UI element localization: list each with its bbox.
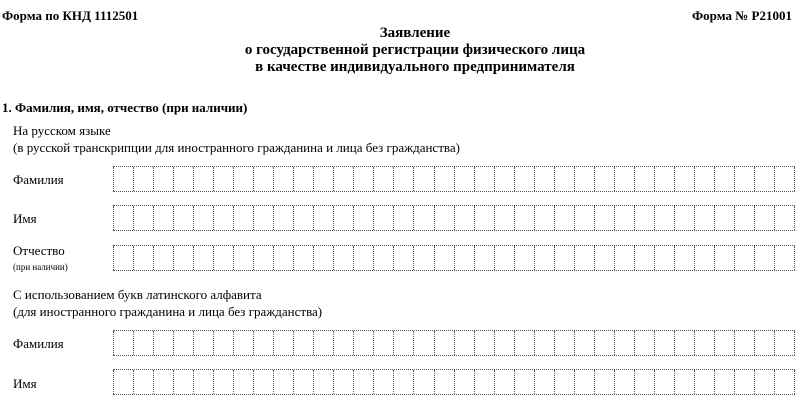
character-cell[interactable]: [494, 331, 514, 355]
character-cell[interactable]: [474, 167, 494, 191]
character-cell[interactable]: [253, 331, 273, 355]
surname-latin-label: Фамилия: [13, 336, 64, 351]
form-number: Форма № Р21001: [692, 8, 792, 23]
character-cell[interactable]: [313, 331, 333, 355]
character-cell[interactable]: [393, 206, 413, 230]
character-cell[interactable]: [293, 246, 313, 270]
surname-ru-field[interactable]: [113, 166, 795, 192]
character-cell[interactable]: [734, 206, 754, 230]
character-cell[interactable]: [393, 246, 413, 270]
character-cell[interactable]: [614, 370, 634, 394]
form-title-line-1: Заявление: [379, 25, 451, 41]
character-cell[interactable]: [734, 331, 754, 355]
character-cell[interactable]: [173, 246, 193, 270]
character-cell[interactable]: [634, 370, 654, 394]
character-cell[interactable]: [574, 370, 594, 394]
character-cell[interactable]: [213, 370, 233, 394]
character-cell[interactable]: [434, 246, 454, 270]
character-cell[interactable]: [574, 246, 594, 270]
character-cell[interactable]: [494, 206, 514, 230]
character-cell[interactable]: [534, 331, 554, 355]
character-cell[interactable]: [313, 206, 333, 230]
character-cell[interactable]: [754, 370, 774, 394]
character-cell[interactable]: [133, 246, 153, 270]
character-cell[interactable]: [313, 370, 333, 394]
character-cell[interactable]: [213, 246, 233, 270]
character-cell[interactable]: [333, 331, 353, 355]
character-cell[interactable]: [534, 246, 554, 270]
character-cell[interactable]: [253, 206, 273, 230]
character-cell[interactable]: [413, 331, 433, 355]
character-cell[interactable]: [634, 206, 654, 230]
character-cell[interactable]: [153, 370, 173, 394]
character-cell[interactable]: [133, 331, 153, 355]
character-cell[interactable]: [113, 206, 133, 230]
character-cell[interactable]: [253, 246, 273, 270]
character-cell[interactable]: [754, 246, 774, 270]
character-cell[interactable]: [193, 167, 213, 191]
character-cell[interactable]: [233, 167, 253, 191]
character-cell[interactable]: [654, 206, 674, 230]
character-cell[interactable]: [654, 167, 674, 191]
name-ru-field[interactable]: [113, 205, 795, 231]
character-cell[interactable]: [353, 246, 373, 270]
character-cell[interactable]: [373, 370, 393, 394]
character-cell[interactable]: [654, 246, 674, 270]
character-cell[interactable]: [273, 206, 293, 230]
character-cell[interactable]: [714, 370, 734, 394]
character-cell[interactable]: [674, 331, 694, 355]
character-cell[interactable]: [774, 167, 795, 191]
latin-note: (для иностранного гражданина и лица без гражданства): [13, 304, 323, 319]
character-cell[interactable]: [193, 331, 213, 355]
character-cell[interactable]: [353, 206, 373, 230]
character-cell[interactable]: [193, 246, 213, 270]
character-cell[interactable]: [393, 167, 413, 191]
character-cell[interactable]: [674, 370, 694, 394]
character-cell[interactable]: [173, 370, 193, 394]
character-cell[interactable]: [213, 167, 233, 191]
character-cell[interactable]: [253, 370, 273, 394]
character-cell[interactable]: [754, 206, 774, 230]
character-cell[interactable]: [514, 370, 534, 394]
character-cell[interactable]: [193, 206, 213, 230]
character-cell[interactable]: [554, 370, 574, 394]
character-cell[interactable]: [494, 246, 514, 270]
character-cell[interactable]: [574, 331, 594, 355]
character-cell[interactable]: [113, 246, 133, 270]
character-cell[interactable]: [714, 331, 734, 355]
character-cell[interactable]: [514, 331, 534, 355]
character-cell[interactable]: [614, 331, 634, 355]
character-cell[interactable]: [273, 331, 293, 355]
character-cell[interactable]: [253, 167, 273, 191]
character-cell[interactable]: [353, 167, 373, 191]
character-cell[interactable]: [293, 167, 313, 191]
character-cell[interactable]: [233, 246, 253, 270]
character-cell[interactable]: [113, 167, 133, 191]
character-cell[interactable]: [514, 246, 534, 270]
character-cell[interactable]: [233, 206, 253, 230]
character-cell[interactable]: [273, 370, 293, 394]
character-cell[interactable]: [714, 167, 734, 191]
character-cell[interactable]: [474, 246, 494, 270]
name-latin-label: Имя: [13, 376, 37, 391]
character-cell[interactable]: [634, 167, 654, 191]
character-cell[interactable]: [233, 370, 253, 394]
character-cell[interactable]: [454, 246, 474, 270]
character-cell[interactable]: [554, 246, 574, 270]
character-cell[interactable]: [574, 206, 594, 230]
character-cell[interactable]: [413, 246, 433, 270]
form-title-line-3: в качестве индивидуального предпринимателя: [255, 59, 575, 75]
character-cell[interactable]: [754, 331, 774, 355]
form-title-line-2: о государственной регистрации физического лица: [244, 42, 586, 58]
character-cell[interactable]: [694, 206, 714, 230]
character-cell[interactable]: [754, 167, 774, 191]
character-cell[interactable]: [574, 167, 594, 191]
character-cell[interactable]: [454, 331, 474, 355]
character-cell[interactable]: [514, 206, 534, 230]
character-cell[interactable]: [474, 331, 494, 355]
character-cell[interactable]: [153, 246, 173, 270]
latin-caption: С использованием букв латинского алфавита: [13, 287, 262, 302]
character-cell[interactable]: [434, 370, 454, 394]
character-cell[interactable]: [774, 246, 795, 270]
name-latin-field[interactable]: [113, 369, 795, 395]
character-cell[interactable]: [153, 331, 173, 355]
character-cell[interactable]: [133, 167, 153, 191]
knd-code: Форма по КНД 1112501: [2, 8, 139, 23]
character-cell[interactable]: [534, 206, 554, 230]
surname-latin-field[interactable]: [113, 330, 795, 356]
character-cell[interactable]: [113, 331, 133, 355]
character-cell[interactable]: [714, 246, 734, 270]
character-cell[interactable]: [454, 370, 474, 394]
character-cell[interactable]: [313, 167, 333, 191]
character-cell[interactable]: [534, 167, 554, 191]
character-cell[interactable]: [373, 246, 393, 270]
character-cell[interactable]: [694, 167, 714, 191]
character-cell[interactable]: [353, 331, 373, 355]
character-cell[interactable]: [113, 370, 133, 394]
character-cell[interactable]: [373, 167, 393, 191]
character-cell[interactable]: [353, 370, 373, 394]
character-cell[interactable]: [694, 246, 714, 270]
character-cell[interactable]: [333, 206, 353, 230]
character-cell[interactable]: [413, 206, 433, 230]
form-title: [150, 25, 680, 76]
patronymic-ru-field[interactable]: [113, 245, 795, 271]
character-cell[interactable]: [594, 167, 614, 191]
character-cell[interactable]: [474, 206, 494, 230]
character-cell[interactable]: [594, 370, 614, 394]
character-cell[interactable]: [614, 167, 634, 191]
character-cell[interactable]: [273, 167, 293, 191]
surname-label: Фамилия: [13, 172, 64, 187]
character-cell[interactable]: [293, 370, 313, 394]
character-cell[interactable]: [454, 167, 474, 191]
character-cell[interactable]: [173, 331, 193, 355]
character-cell[interactable]: [734, 370, 754, 394]
character-cell[interactable]: [634, 246, 654, 270]
character-cell[interactable]: [133, 370, 153, 394]
character-cell[interactable]: [173, 167, 193, 191]
character-cell[interactable]: [534, 370, 554, 394]
character-cell[interactable]: [373, 206, 393, 230]
character-cell[interactable]: [674, 167, 694, 191]
character-cell[interactable]: [734, 246, 754, 270]
character-cell[interactable]: [434, 331, 454, 355]
character-cell[interactable]: [333, 370, 353, 394]
character-cell[interactable]: [694, 370, 714, 394]
character-cell[interactable]: [474, 370, 494, 394]
character-cell[interactable]: [654, 370, 674, 394]
character-cell[interactable]: [333, 167, 353, 191]
character-cell[interactable]: [694, 331, 714, 355]
name-label: Имя: [13, 211, 37, 226]
character-cell[interactable]: [674, 206, 694, 230]
character-cell[interactable]: [153, 167, 173, 191]
character-cell[interactable]: [313, 246, 333, 270]
character-cell[interactable]: [594, 246, 614, 270]
character-cell[interactable]: [413, 167, 433, 191]
character-cell[interactable]: [614, 246, 634, 270]
character-cell[interactable]: [554, 206, 574, 230]
character-cell[interactable]: [614, 206, 634, 230]
character-cell[interactable]: [514, 167, 534, 191]
character-cell[interactable]: [293, 206, 313, 230]
character-cell[interactable]: [434, 206, 454, 230]
character-cell[interactable]: [393, 331, 413, 355]
character-cell[interactable]: [774, 331, 795, 355]
character-cell[interactable]: [594, 331, 614, 355]
patronymic-label: Отчество: [13, 243, 65, 258]
character-cell[interactable]: [213, 206, 233, 230]
character-cell[interactable]: [554, 167, 574, 191]
character-cell[interactable]: [133, 206, 153, 230]
character-cell[interactable]: [233, 331, 253, 355]
character-cell[interactable]: [674, 246, 694, 270]
character-cell[interactable]: [494, 370, 514, 394]
character-cell[interactable]: [494, 167, 514, 191]
character-cell[interactable]: [193, 370, 213, 394]
character-cell[interactable]: [393, 370, 413, 394]
character-cell[interactable]: [273, 246, 293, 270]
section-heading: 1. Фамилия, имя, отчество (при наличии): [2, 100, 248, 115]
character-cell[interactable]: [634, 331, 654, 355]
patronymic-note: (при наличии): [13, 262, 68, 272]
character-cell[interactable]: [714, 206, 734, 230]
character-cell[interactable]: [293, 331, 313, 355]
character-cell[interactable]: [554, 331, 574, 355]
character-cell[interactable]: [774, 370, 795, 394]
character-cell[interactable]: [413, 370, 433, 394]
character-cell[interactable]: [434, 167, 454, 191]
character-cell[interactable]: [454, 206, 474, 230]
character-cell[interactable]: [333, 246, 353, 270]
character-cell[interactable]: [213, 331, 233, 355]
character-cell[interactable]: [173, 206, 193, 230]
character-cell[interactable]: [774, 206, 795, 230]
character-cell[interactable]: [594, 206, 614, 230]
character-cell[interactable]: [734, 167, 754, 191]
russian-note: (в русской транскрипции для иностранного гражданина и лица без гражданства): [13, 140, 460, 155]
character-cell[interactable]: [153, 206, 173, 230]
character-cell[interactable]: [373, 331, 393, 355]
russian-caption: На русском языке: [13, 123, 111, 138]
character-cell[interactable]: [654, 331, 674, 355]
